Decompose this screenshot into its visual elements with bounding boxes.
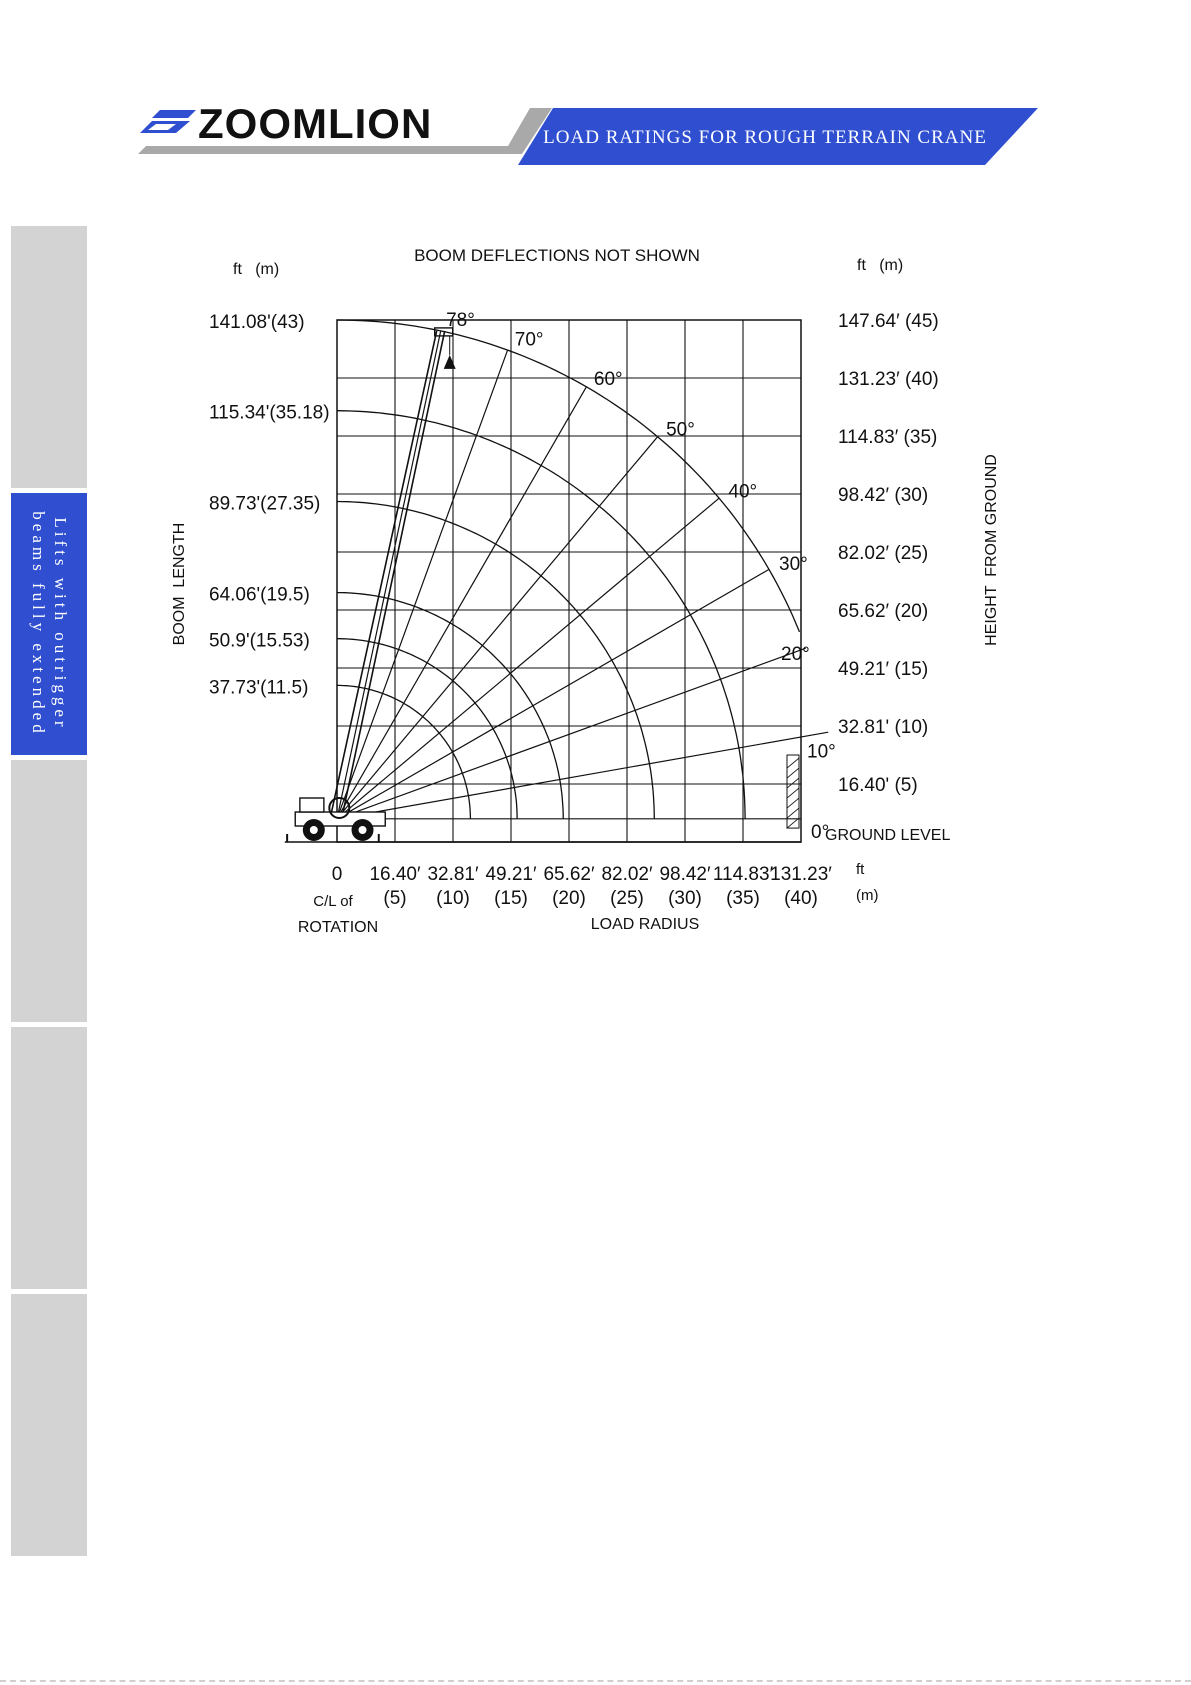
hatch-line: [787, 758, 799, 768]
angle-label: 50°: [666, 419, 695, 441]
radius-m-label: (25): [610, 888, 644, 909]
origin-label-line1: C/L of: [313, 893, 353, 910]
radius-m-label: (20): [552, 888, 586, 909]
angle-label: 10°: [807, 741, 836, 763]
left-axis-title: BOOM LENGTH: [171, 522, 188, 646]
hatch-line: [787, 778, 799, 788]
origin-value: 0: [331, 864, 343, 885]
angle-label: 0°: [811, 822, 830, 843]
radius-ft-label: 65.62′: [543, 864, 595, 885]
angle-label: 70°: [514, 329, 544, 351]
boom-outline: [330, 331, 437, 819]
radius-m-label: (35): [726, 888, 760, 909]
right-unit-label: ft (m): [857, 257, 904, 274]
brand-name: ZOOMLION: [198, 100, 433, 147]
hatch-line: [787, 808, 799, 818]
hatch-line: [787, 818, 799, 828]
x-unit-ft: ft: [856, 861, 865, 878]
ground-level-label: GROUND LEVEL: [825, 827, 951, 844]
boom-angle-line: [337, 732, 828, 819]
wheel-hub: [359, 826, 367, 834]
radius-ft-label: 98.42′: [659, 864, 711, 885]
boom-angle-line: [337, 569, 769, 818]
height-tick-label: 32.81' (10): [838, 717, 929, 738]
hatch-line: [787, 768, 799, 778]
radius-m-label: (40): [784, 888, 818, 909]
height-tick-label: 131.23′ (40): [838, 369, 939, 390]
chart-labels: [171, 246, 1000, 936]
left-unit-label: ft (m): [233, 261, 280, 278]
hatch-line: [787, 798, 799, 808]
height-tick-label: 65.62′ (20): [838, 601, 929, 622]
boom-length-label: 37.73'(11.5): [209, 677, 309, 699]
boom-angle-line: [337, 648, 806, 819]
radius-ft-label: 16.40′: [369, 864, 421, 885]
height-tick-label: 49.21′ (15): [838, 659, 929, 680]
x-axis-title: LOAD RADIUS: [590, 916, 700, 933]
height-tick-label: 114.83′ (35): [838, 427, 938, 448]
angle-label: 60°: [593, 368, 623, 390]
boom-angle-line: [337, 350, 508, 819]
radius-m-label: (10): [436, 888, 470, 909]
radius-m-label: (5): [383, 888, 407, 909]
right-axis-title: HEIGHT FROM GROUND: [983, 454, 1000, 646]
angle-label: 78°: [446, 310, 475, 331]
angle-label: 20°: [781, 643, 810, 665]
radius-ft-label: 131.23′: [770, 864, 832, 885]
wheel-hub: [310, 826, 318, 834]
page-bottom-border: [0, 1680, 1191, 1682]
angle-label: 30°: [779, 553, 808, 575]
boom-angle-lines: [337, 310, 836, 843]
boom-length-label: 115.34'(35.18): [209, 402, 330, 424]
boom-outline: [342, 331, 445, 819]
chart-title: BOOM DEFLECTIONS NOT SHOWN: [414, 246, 700, 265]
boom-length-label: 50.9'(15.53): [209, 630, 310, 652]
hook-block: [444, 355, 456, 369]
radius-ft-label: 114.83′: [712, 864, 774, 885]
x-unit-m: (m): [856, 887, 879, 904]
height-tick-label: 98.42′ (30): [838, 485, 929, 506]
sidebar-tab-label: Lifts with outrigger beams fully extended: [29, 511, 70, 737]
radius-ft-label: 82.02′: [601, 864, 653, 885]
boom-length-label: 89.73'(27.35): [209, 493, 321, 515]
chart-grid: [285, 320, 801, 842]
radius-m-label: (15): [494, 888, 528, 909]
height-tick-label: 147.64′ (45): [838, 311, 939, 332]
boom-length-arc: [337, 320, 800, 632]
height-tick-label: 16.40' (5): [838, 775, 918, 796]
boom-length-label: 141.08'(43): [209, 312, 305, 333]
origin-label-line2: ROTATION: [297, 919, 379, 936]
radius-m-label: (30): [668, 888, 702, 909]
boom-length-label: 64.06'(19.5): [209, 584, 310, 606]
cab: [300, 798, 324, 812]
angle-label: 40°: [728, 481, 758, 503]
banner-title: LOAD RATINGS FOR ROUGH TERRAIN CRANE: [543, 127, 987, 148]
boom-length-arcs: [337, 320, 800, 819]
radius-ft-label: 32.81′: [427, 864, 479, 885]
boom-angle-line: [337, 387, 586, 819]
hatch-line: [787, 788, 799, 798]
height-tick-label: 82.02′ (25): [838, 543, 929, 564]
radius-ft-label: 49.21′: [485, 864, 537, 885]
